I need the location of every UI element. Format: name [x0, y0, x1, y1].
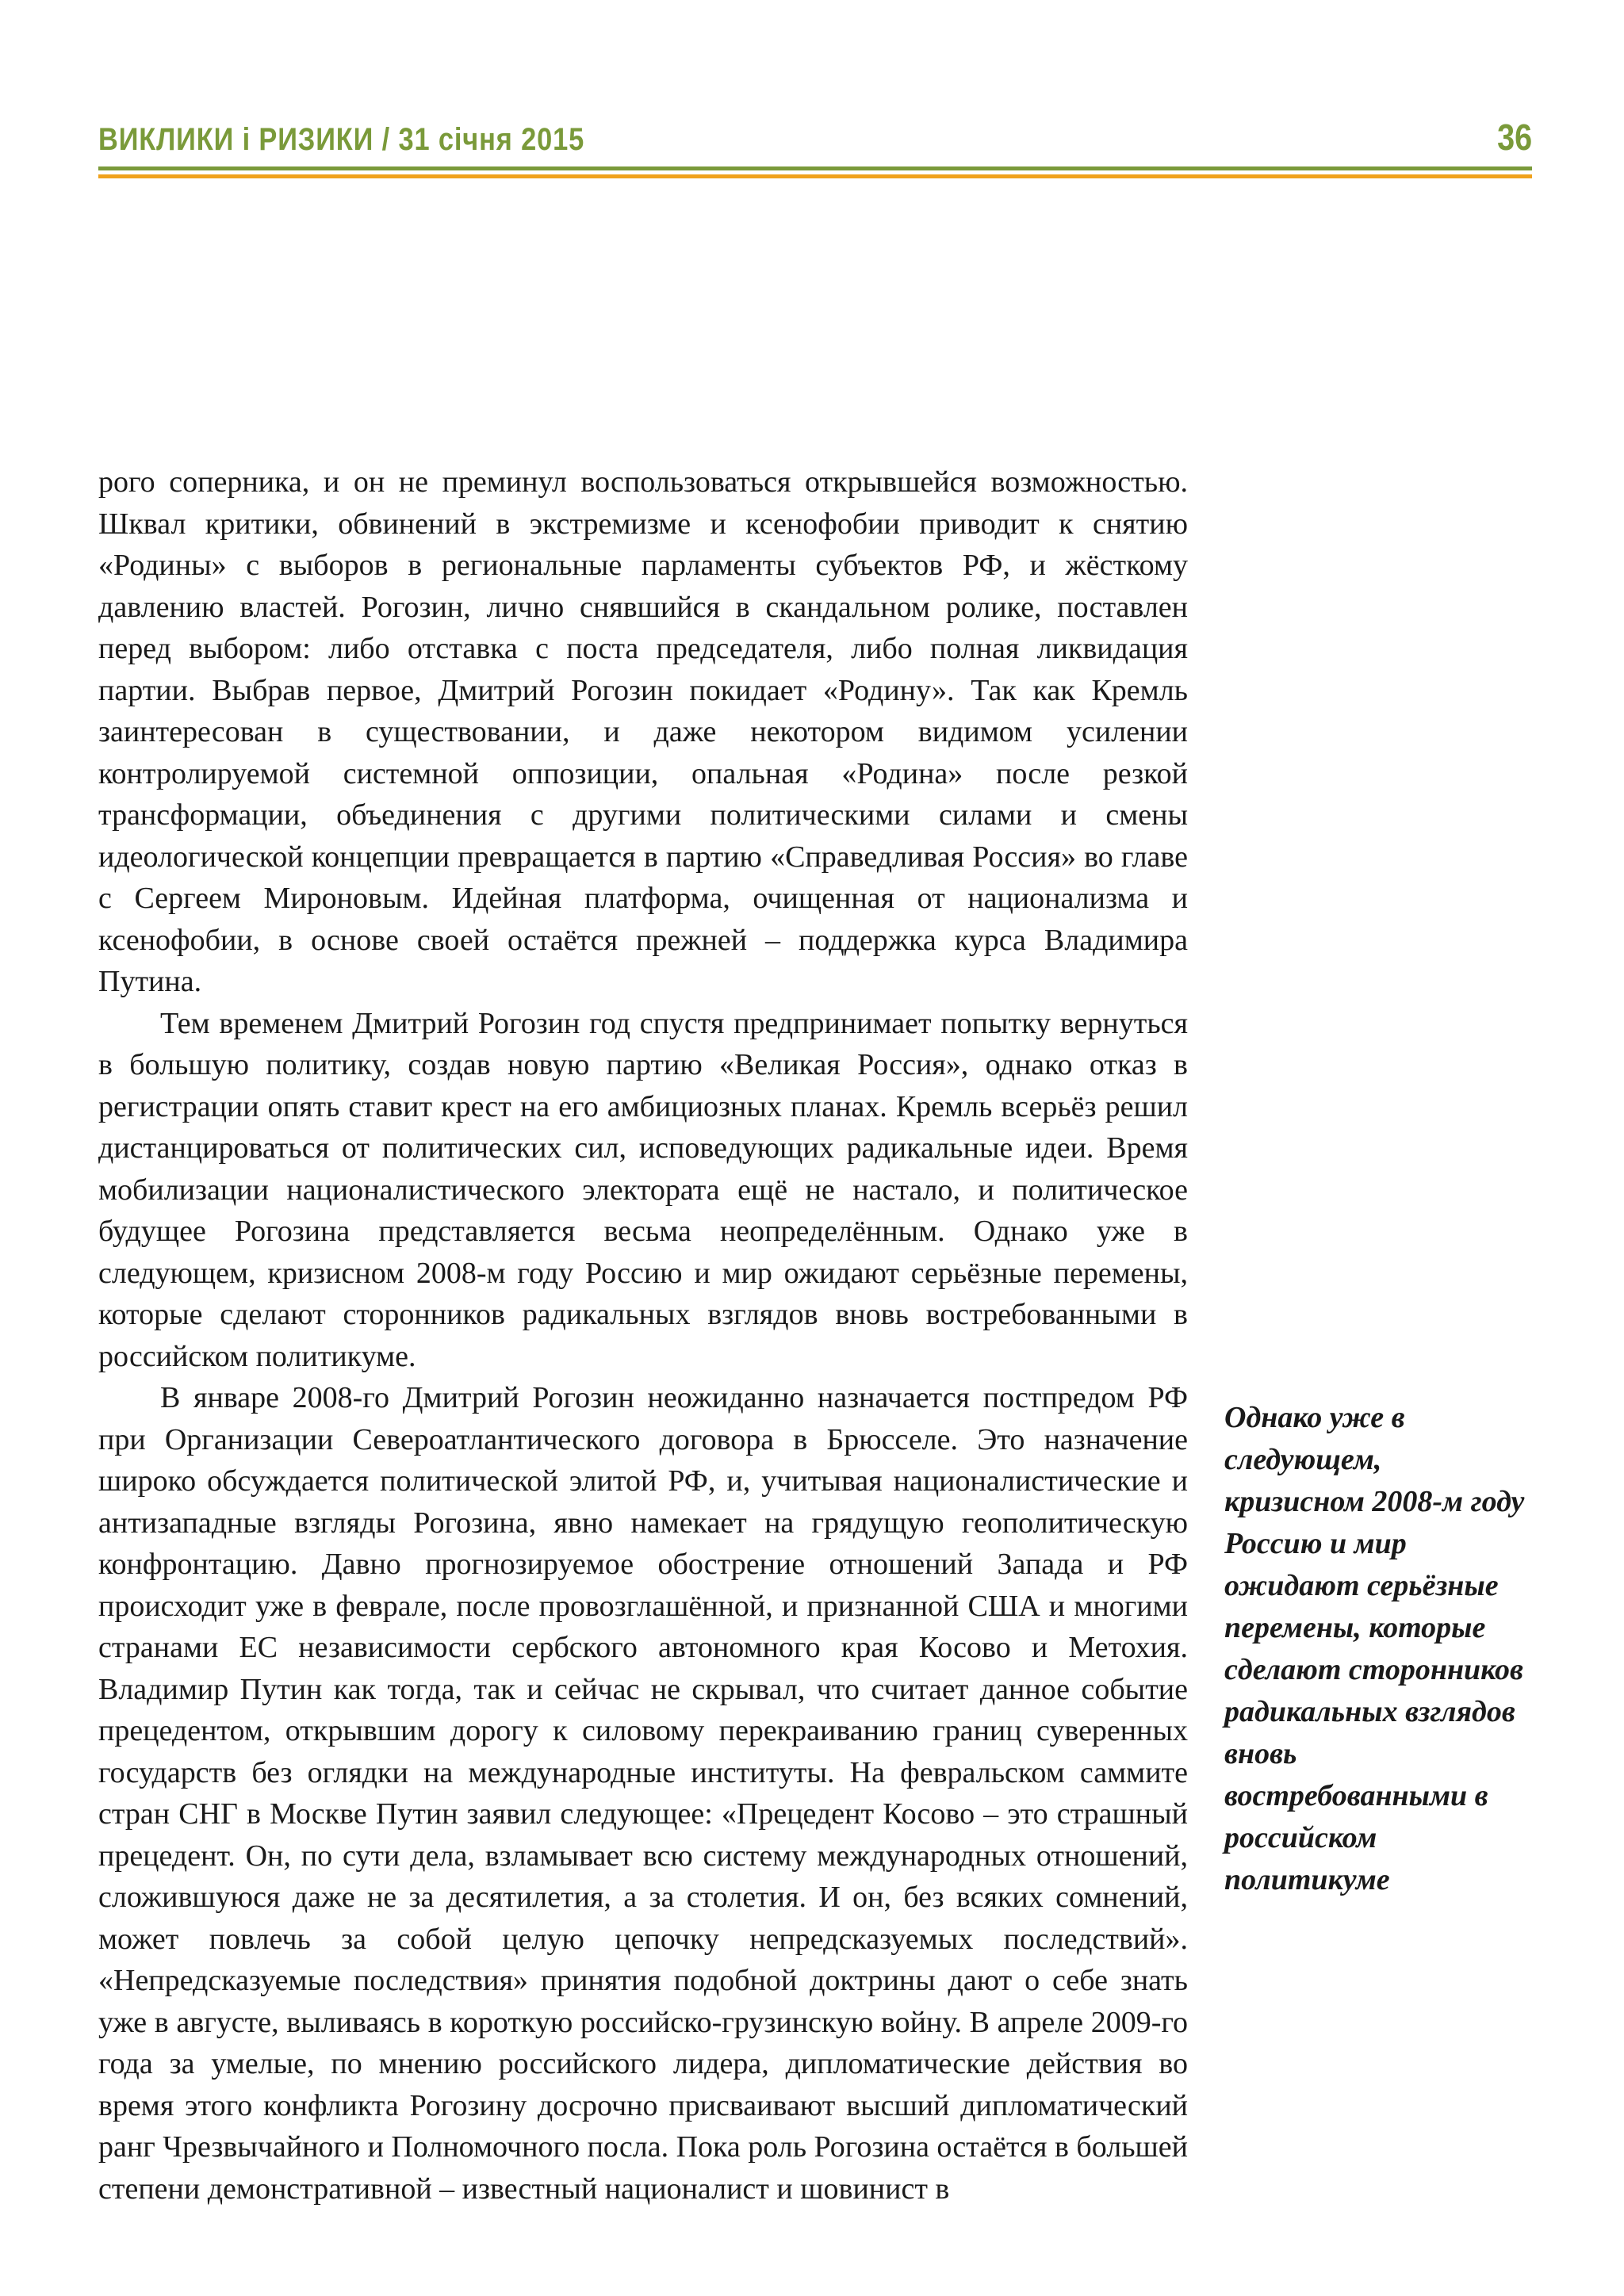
page-header: [98, 111, 1532, 174]
header-rule-orange: [98, 174, 1532, 178]
pull-quote: Однако уже в следующем, кризисном 2008-м году Россию и мир ожидают серьёзные перемены, которые сделают сторонников радикальных взглядов вновь востребованными в российском политикуме: [1224, 1401, 1525, 1896]
page-number: 36: [1496, 117, 1532, 158]
article-body: [98, 461, 1188, 2210]
article-paragraph: Тем временем Дмитрий Рогозин год спустя предпринимает попытку вернуться в большую политику, создав новую партию «Великая Россия», однако отказ в регистрации опять ставит крест на его амбициозных планах. Кремль всерьёз решил дистанцироваться от политических сил, исповедующих радикальные идеи. Время мобилизации националистического электората ещё не настало, и политическое будущее Рогозина представляется весьма неопределённым. Однако уже в следующем, кризисном 2008-м году Россию и мир ожидают серьёзные перемены, которые сделают сторонников радикальных взглядов вновь востребованными в российском политикуме.: [98, 1006, 1188, 1373]
article-paragraph: В январе 2008-го Дмитрий Рогозин неожиданно назначается постпредом РФ при Организации Североатлантического договора в Брюсселе. Это назначение широко обсуждается политической элитой РФ, и, учитывая националистические и антизападные взгляды Рогозина, явно намекает на грядущую геополитическую конфронтацию. Давно прогнозируемое обострение отношений Запада и РФ происходит уже в феврале, после провозглашённой, и признанной США и многими странами ЕС независимости сербского автономного края Косово и Метохия. Владимир Путин как тогда, так и сейчас не скрывал, что считает данное событие прецедентом, открывшим дорогу к силовому перекраиванию границ суверенных государств без оглядки на международные институты. На февральском саммите стран СНГ в Москве Путин заявил следующее: «Прецедент Косово – это страшный прецедент. Он, по сути дела, взламывает всю систему международных отношений, сложившуюся даже не за десятилетия, а за столетия. И он, без всяких сомнений, может повлечь за собой целую цепочку непредсказуемых последствий». «Непредсказуемые последствия» принятия подобной доктрины дают о себе знать уже в августе, выливаясь в короткую российско-грузинскую войну. В апреле 2009-го года за умелые, по мнению российского лидера, дипломатические действия во время этого конфликта Рогозину досрочно присваивают высший дипломатический ранг Чрезвычайного и Полномочного посла. Пока роль Рогозина остаётся в большей степени демонстративной – известный националист и шовинист в: [98, 1381, 1188, 2206]
header-rule-green: [98, 166, 1532, 170]
running-title: ВИКЛИКИ і РИЗИКИ / 31 січня 2015: [98, 122, 585, 157]
article-paragraph: рого соперника, и он не преминул воспользоваться открывшейся возможностью. Шквал критики, обвинений в экстремизме и ксенофобии приводит к снятию «Родины» с выборов в региональные парламенты субъектов РФ, и жёсткому давлению властей. Рогозин, лично снявшийся в скандальном ролике, поставлен перед выбором: либо отставка с поста председателя, либо полная ликвидация партии. Выбрав первое, Дмитрий Рогозин покидает «Родину». Так как Кремль заинтересован в существовании, и даже некотором видимом усилении контролируемой системной оппозиции, опальная «Родина» после резкой трансформации, объединения с другими политическими силами и смены идеологической концепции превращается в партию «Справедливая Россия» во главе с Сергеем Мироновым. Идейная платформа, очищенная от национализма и ксенофобии, в основе своей остаётся прежней – поддержка курса Владимира Путина.: [98, 465, 1188, 998]
